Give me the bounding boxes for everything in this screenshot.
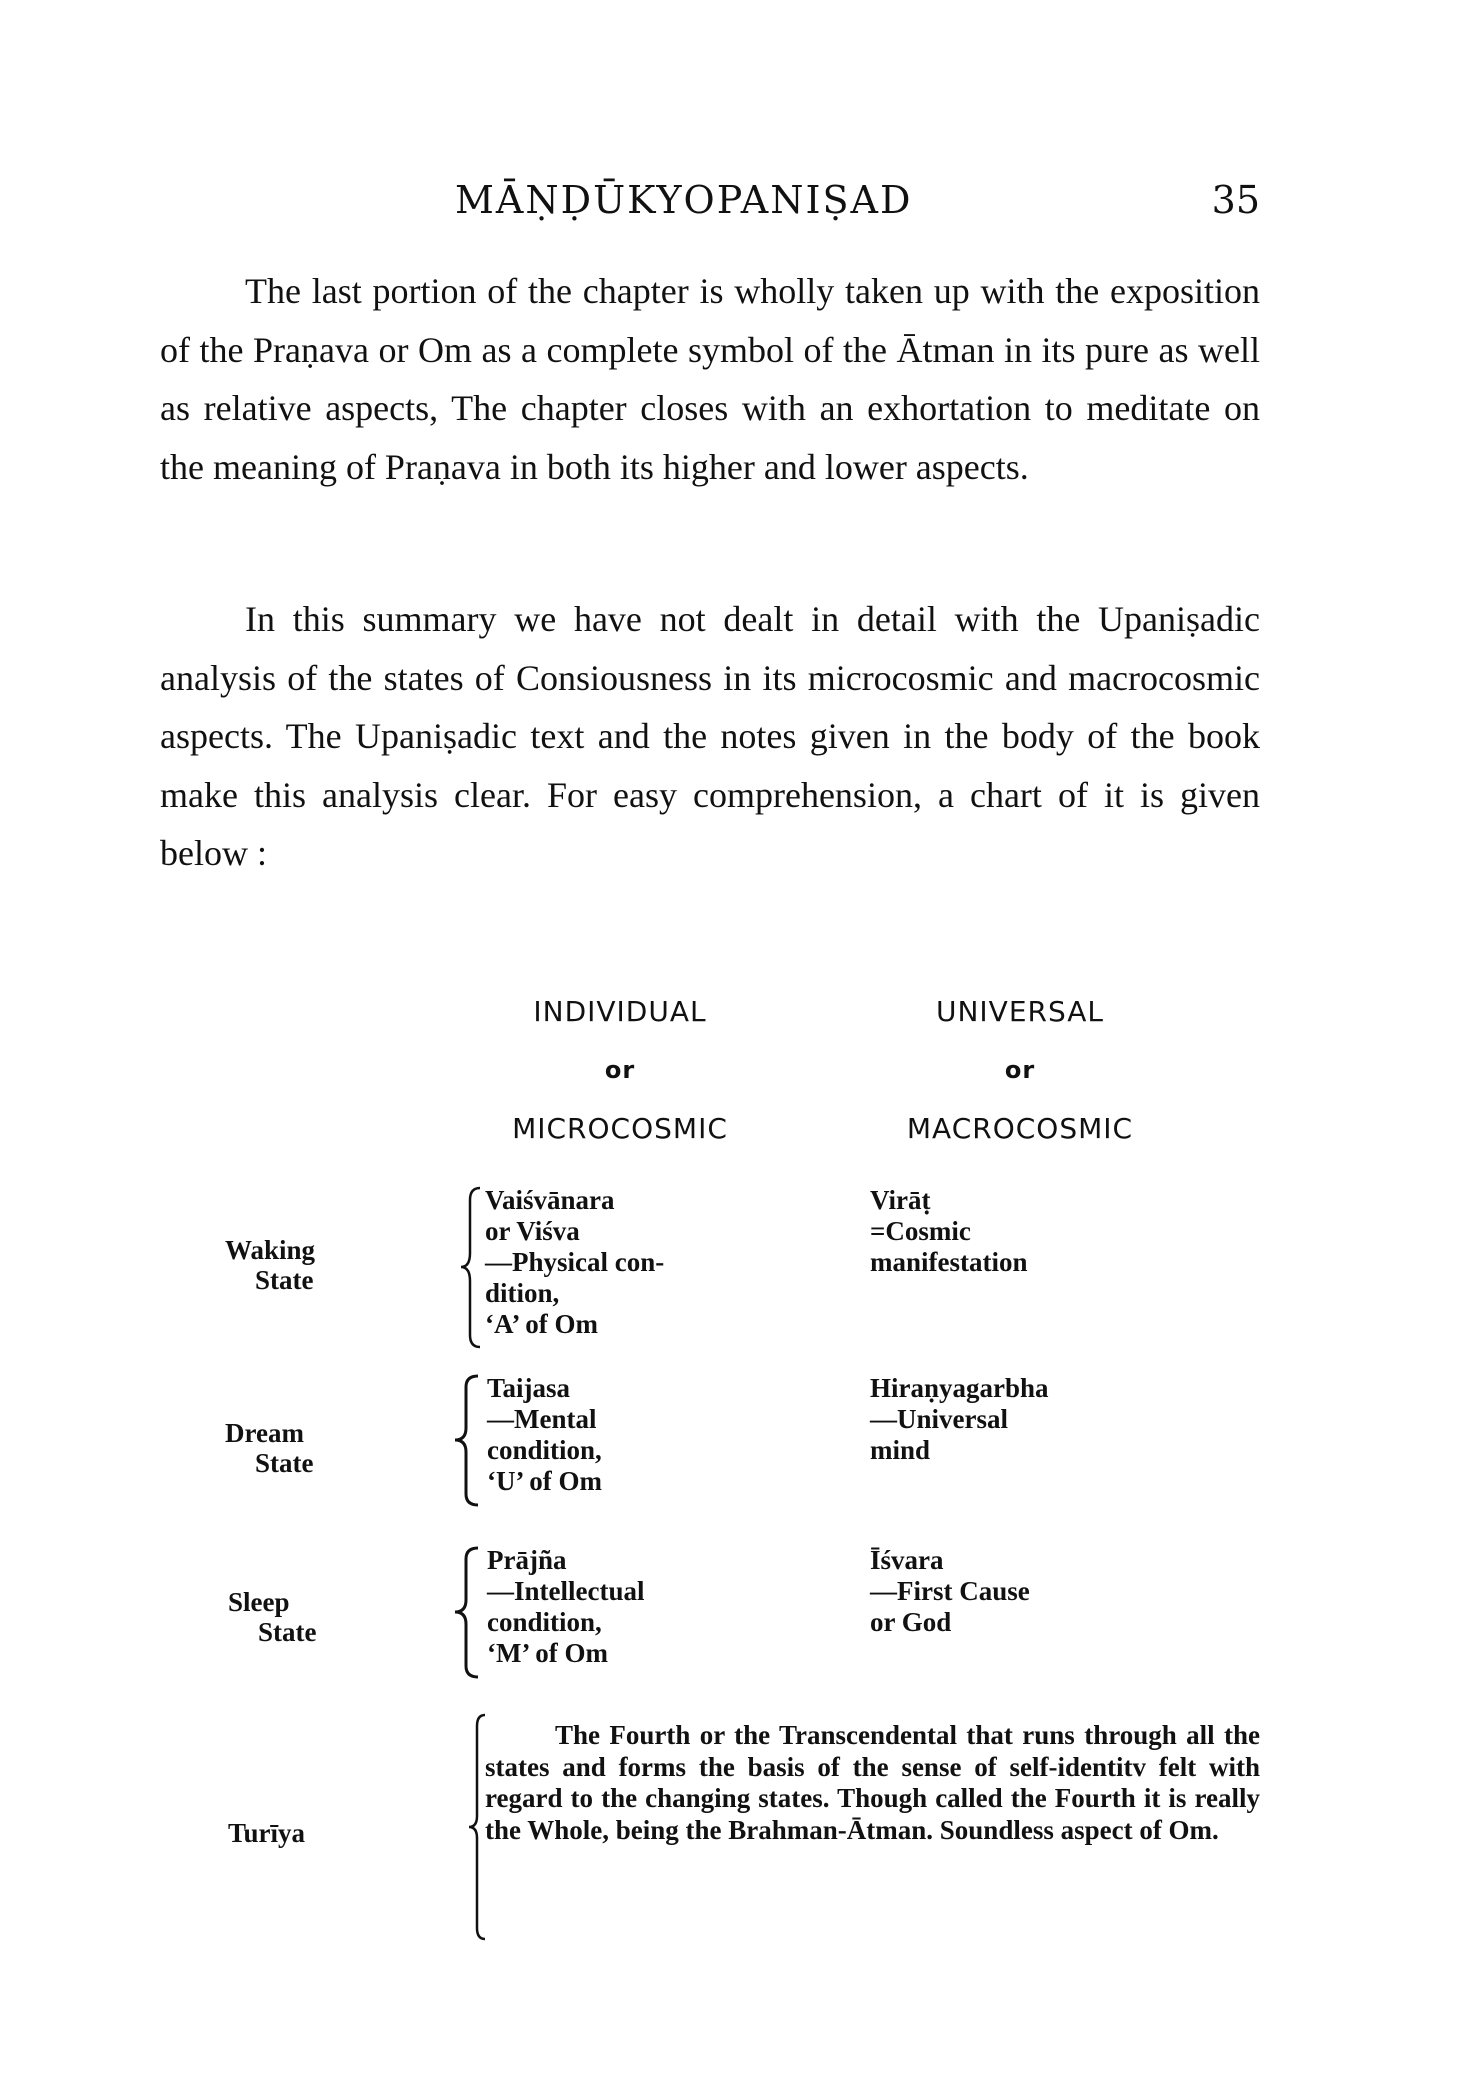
cell-line: Vaiśvānara	[485, 1185, 615, 1215]
brace-sleep	[452, 1545, 482, 1680]
cell-line: or God	[870, 1607, 952, 1637]
row-label-dream	[225, 1418, 313, 1478]
row-label-line: Dream	[225, 1418, 304, 1448]
cell-line: —Universal	[870, 1404, 1008, 1434]
cell-waking-individual	[485, 1185, 664, 1340]
cell-line: condition,	[487, 1607, 602, 1637]
brace-dream	[452, 1373, 482, 1508]
cell-line: manifestation	[870, 1247, 1028, 1277]
page-number: 35	[1211, 178, 1260, 222]
cell-line: =Cosmic	[870, 1216, 971, 1246]
cell-line: —First Cause	[870, 1576, 1030, 1606]
universal-heading-bottom: MACROCOSMIC	[906, 1112, 1134, 1145]
cell-line: or Viśva	[485, 1216, 580, 1246]
cell-line: ‘U’ of Om	[487, 1466, 602, 1496]
cell-sleep-individual	[487, 1545, 644, 1669]
cell-line: —Mental	[487, 1404, 597, 1434]
universal-heading-top: UNIVERSAL	[935, 995, 1105, 1028]
cell-line: Virāṭ	[870, 1185, 931, 1215]
individual-heading-or: or	[604, 1056, 636, 1084]
running-title: MĀṆḌŪKYOPANIṢAD	[455, 178, 913, 222]
paragraph-2	[160, 590, 1260, 883]
individual-heading-bottom: MICROCOSMIC	[512, 1112, 728, 1145]
row-label-line: State	[255, 1265, 314, 1295]
cell-line: mind	[870, 1435, 931, 1465]
cell-waking-universal	[870, 1185, 1028, 1278]
individual-heading-top: INDIVIDUAL	[533, 995, 707, 1028]
row-label-line: State	[255, 1448, 314, 1478]
row-label-line: Sleep	[228, 1587, 290, 1617]
cell-line: condition,	[487, 1435, 602, 1465]
cell-line: Hiraṇyagarbha	[870, 1373, 1049, 1403]
row-label-sleep	[228, 1587, 316, 1647]
row-label-turiya	[228, 1818, 305, 1848]
cell-sleep-universal	[870, 1545, 1030, 1638]
row-label-line: Waking	[225, 1235, 316, 1265]
running-header	[160, 178, 1260, 228]
row-label-waking	[225, 1235, 315, 1295]
universal-heading	[870, 995, 1170, 1145]
brace-waking	[458, 1185, 486, 1350]
cell-line: ‘M’ of Om	[487, 1638, 608, 1668]
turiya-description	[485, 1720, 1260, 1846]
cell-dream-individual	[487, 1373, 602, 1497]
cell-line: Īśvara	[870, 1545, 944, 1575]
cell-line: ‘A’ of Om	[485, 1309, 598, 1339]
paragraph-2-text: In this summary we have not dealt in detail with the Upaniṣadic analysis of the states of Consiousness in its microcosmic and macrocosmic aspects. The Upaniṣadic text and the notes given in the body of the book make this analysis clear. For easy comprehension, a chart of it is given below :	[160, 599, 1260, 873]
universal-heading-or: or	[1004, 1056, 1036, 1084]
turiya-description-text: The Fourth or the Transcendental that runs through all the states and forms the basis of the sense of self-identitv felt with regard to the changing states. Though called the Fourth it is really the Whole, being the Brahman-Ātman. Soundless aspect of Om.	[485, 1720, 1260, 1845]
cell-line: dition,	[485, 1278, 560, 1308]
individual-heading	[470, 995, 770, 1145]
paragraph-1-text: The last portion of the chapter is wholly taken up with the exposition of the Praṇava or Om as a complete symbol of the Ātman in its pure as well as relative aspects, The chapter closes with an exhortation to meditate on the meaning of Praṇava in both its higher and lower aspects.	[160, 271, 1260, 487]
row-label-line: Turīya	[228, 1818, 306, 1848]
cell-dream-universal	[870, 1373, 1049, 1466]
cell-line: —Physical con-	[485, 1247, 665, 1277]
cell-line: Taijasa	[487, 1373, 571, 1403]
cell-line: Prājña	[487, 1545, 567, 1575]
paragraph-1	[160, 262, 1260, 496]
row-label-line: State	[258, 1617, 317, 1647]
cell-line: —Intellectual	[487, 1576, 645, 1606]
